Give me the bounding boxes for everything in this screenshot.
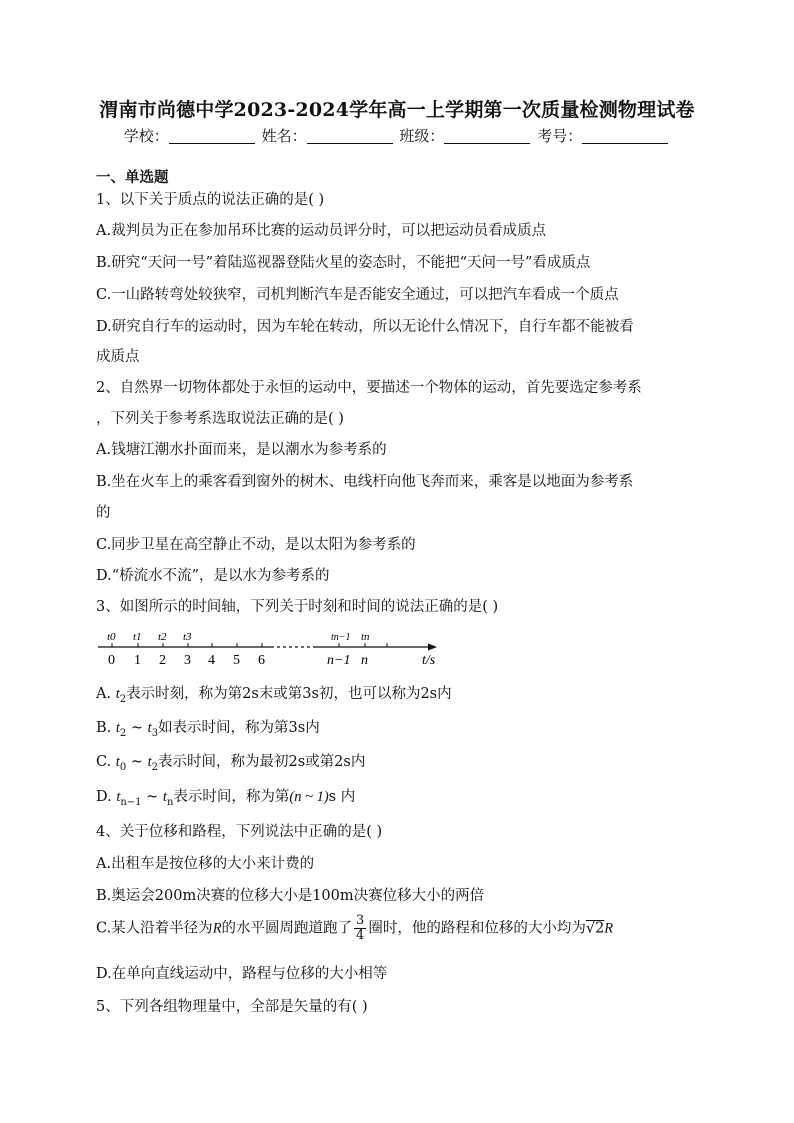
q4-c-text: 圈时，他的路程和位移的大小均为 bbox=[368, 920, 586, 937]
label-tn: tn bbox=[361, 631, 370, 643]
q3-c-var1: t bbox=[115, 754, 120, 770]
label-t3: t3 bbox=[183, 631, 192, 643]
q3-c-tilde: ~ bbox=[126, 754, 148, 770]
q3-c-sub1: 0 bbox=[119, 761, 127, 773]
section-title: 一、单选题 bbox=[96, 169, 169, 186]
label-tn-minus-1: tn−1 bbox=[331, 632, 351, 643]
q3-option-b bbox=[96, 716, 320, 739]
label-5: 5 bbox=[233, 653, 240, 667]
time-axis-bottom-labels bbox=[108, 653, 436, 667]
time-axis-top-labels bbox=[107, 631, 370, 643]
q3-d-tilde: ~ bbox=[141, 789, 163, 805]
school-blank[interactable] bbox=[169, 129, 255, 144]
q3-d-var1: t bbox=[116, 789, 121, 805]
label-3: 3 bbox=[184, 653, 191, 667]
q3-stem: 3、如图所示的时间轴，下列关于时刻和时间的说法正确的是( ) bbox=[96, 599, 499, 615]
q3-d-paren: (n ~ 1) bbox=[289, 789, 329, 805]
q2-option-b-continued: 的 bbox=[96, 505, 111, 521]
q1-option-d-continued: 成质点 bbox=[96, 349, 140, 365]
label-1: 1 bbox=[134, 653, 141, 667]
q4-option-a: A.出租车是按位移的大小来计费的 bbox=[96, 856, 315, 872]
q3-b-sub2: 3 bbox=[151, 727, 159, 739]
q2-stem-continued: ，下列关于参考系选取说法正确的是( ) bbox=[96, 411, 344, 427]
q4-c-fraction bbox=[354, 914, 366, 943]
student-info-row bbox=[0, 125, 794, 146]
q3-c-text: 表示时间，称为最初2s或第2s内 bbox=[157, 754, 366, 770]
q3-option-a bbox=[96, 682, 452, 705]
q3-a-prefix: A. bbox=[96, 686, 116, 702]
label-n: n bbox=[361, 653, 368, 667]
q3-b-text: 如表示时间，称为第3s内 bbox=[158, 720, 320, 736]
q4-option-c bbox=[96, 914, 613, 943]
q2-stem: 2、自然界一切物体都处于永恒的运动中，要描述一个物体的运动，首先要选定参考系 bbox=[96, 380, 642, 396]
fraction-denominator: 4 bbox=[356, 928, 365, 943]
q3-b-var1: t bbox=[115, 720, 120, 736]
label-n-minus-1: n−1 bbox=[327, 653, 351, 667]
time-axis-figure bbox=[95, 625, 445, 667]
q4-c-prefix: C.某人沿着半径为 bbox=[96, 920, 213, 937]
q2-option-b: B.坐在火车上的乘客看到窗外的树木、电线杆向他飞奔而来，乘客是以地面为参考系 bbox=[96, 474, 634, 490]
q2-option-c: C.同步卫星在高空静止不动，是以太阳为参考系的 bbox=[96, 537, 416, 553]
q2-option-a: A.钱塘江潮水扑面而来，是以潮水为参考系的 bbox=[96, 442, 387, 458]
q1-option-d: D.研究自行车的运动时，因为车轮在转动，所以无论什么情况下，自行车都不能被看 bbox=[96, 319, 634, 335]
q4-option-d: D.在单向直线运动中，路程与位移的大小相等 bbox=[96, 966, 388, 982]
class-blank[interactable] bbox=[444, 129, 530, 144]
fraction-numerator: 3 bbox=[356, 913, 365, 928]
label-0: 0 bbox=[108, 653, 115, 667]
label-t1: t1 bbox=[133, 631, 142, 643]
q3-option-c bbox=[96, 750, 365, 773]
q5-stem: 5、下列各组物理量中，全部是矢量的有( ) bbox=[96, 999, 368, 1015]
label-t2: t2 bbox=[158, 631, 167, 643]
label-2: 2 bbox=[159, 653, 166, 667]
q3-b-tilde: ~ bbox=[126, 720, 148, 736]
q1-option-b: B.研究“天问一号”着陆巡视器登陆火星的姿态时，不能把“天问一号”看成质点 bbox=[96, 255, 591, 271]
q3-d-sub2: n bbox=[166, 796, 174, 808]
q4-c-radius: R bbox=[212, 920, 222, 937]
q3-c-sub2: 2 bbox=[151, 761, 158, 773]
q3-b-sub1: 2 bbox=[119, 727, 127, 739]
q4-option-b: B.奥运会200m决赛的位移大小是100m决赛位移大小的两倍 bbox=[96, 888, 485, 904]
q3-d-var2: t bbox=[162, 789, 167, 805]
q3-option-d bbox=[96, 785, 355, 808]
q4-c-sqrt: √2 bbox=[585, 920, 605, 937]
q3-d-text: 表示时间，称为第 bbox=[173, 789, 290, 805]
q3-d-prefix: D. bbox=[96, 789, 117, 805]
q1-option-a: A.裁判员为正在参加吊环比赛的运动员评分时，可以把运动员看成质点 bbox=[96, 223, 547, 239]
label-t0: t0 bbox=[107, 631, 116, 643]
name-label: 姓名： bbox=[261, 127, 307, 145]
label-4: 4 bbox=[208, 653, 215, 667]
q3-a-text: 表示时刻，称为第2s末或第3s初，也可以称为2s内 bbox=[126, 686, 452, 702]
label-t-per-s: t/s bbox=[422, 653, 436, 667]
q3-c-var2: t bbox=[147, 754, 152, 770]
school-label: 学校： bbox=[123, 127, 169, 145]
label-6: 6 bbox=[258, 653, 265, 667]
exam-number-label: 考号： bbox=[537, 127, 583, 145]
name-blank[interactable] bbox=[307, 129, 393, 144]
q2-option-d: D.“桥流水不流”，是以水为参考系的 bbox=[96, 568, 330, 584]
q3-a-sub: 2 bbox=[119, 693, 127, 705]
q1-stem: 1、以下关于质点的说法正确的是( ) bbox=[96, 192, 325, 208]
q3-b-var2: t bbox=[147, 720, 152, 736]
time-axis-arrow bbox=[428, 644, 437, 651]
q3-a-var: t bbox=[115, 686, 120, 702]
q3-c-prefix: C. bbox=[96, 754, 116, 770]
q1-option-c: C.一山路转弯处较狭窄，司机判断汽车是否能安全通过，可以把汽车看成一个质点 bbox=[96, 287, 619, 303]
q4-c-middle: 的水平圆周跑道跑了 bbox=[221, 920, 353, 937]
q3-d-suffix: s 内 bbox=[328, 789, 356, 805]
q4-c-radius-2: R bbox=[604, 920, 614, 937]
q3-b-prefix: B. bbox=[96, 720, 116, 736]
class-label: 班级： bbox=[399, 127, 445, 145]
q4-stem: 4、关于位移和路程，下列说法中正确的是( ) bbox=[96, 824, 383, 840]
q3-d-sub1: n−1 bbox=[120, 796, 142, 808]
page-title: 渭南市尚德中学2023-2024学年高一上学期第一次质量检测物理试卷 bbox=[99, 99, 695, 121]
exam-number-blank[interactable] bbox=[582, 129, 668, 144]
